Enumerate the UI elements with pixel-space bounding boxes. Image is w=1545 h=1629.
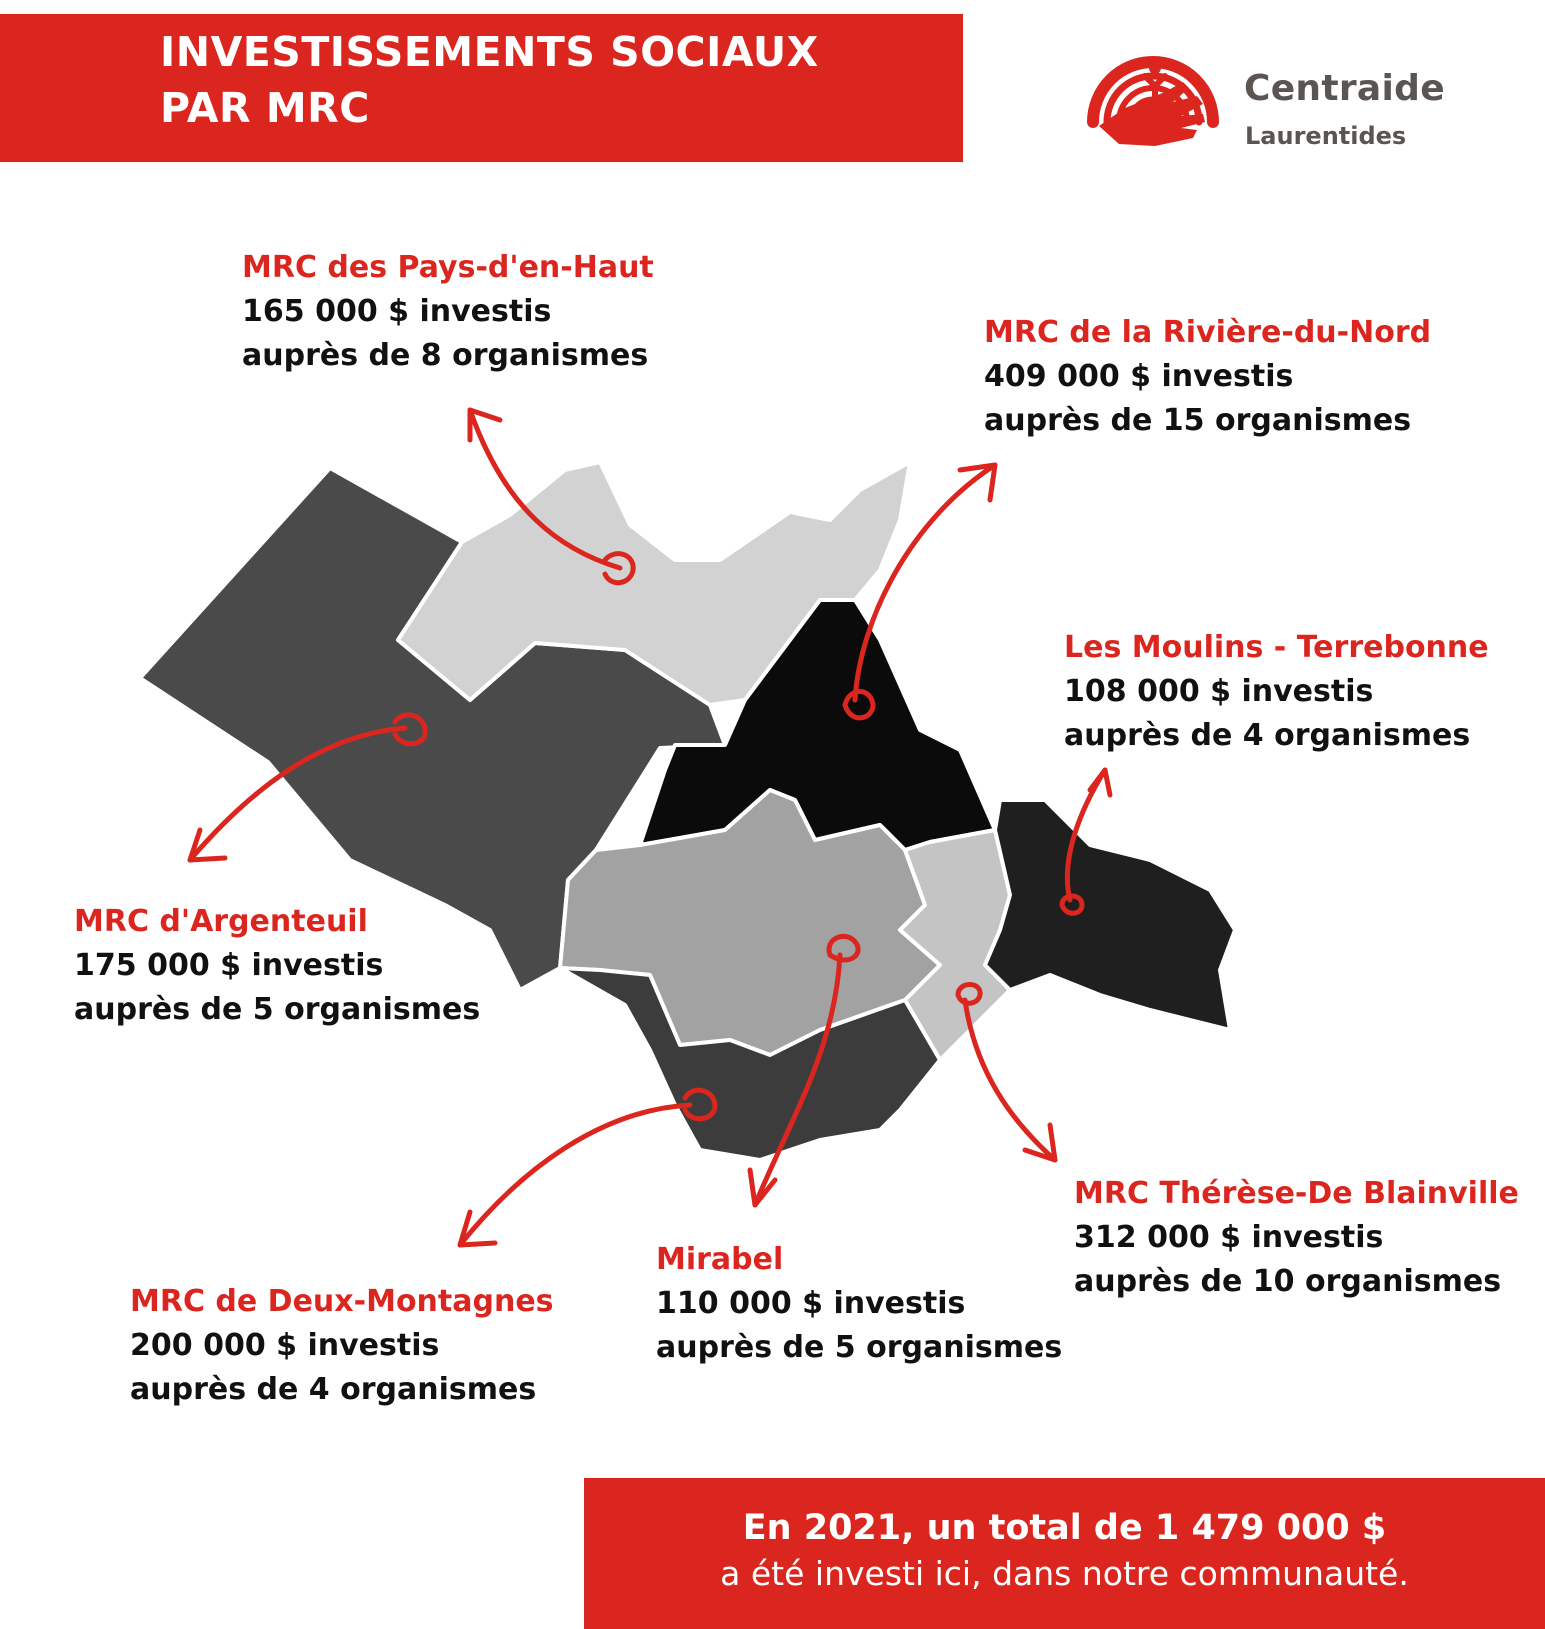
region-orgs: auprès de 4 organismes — [130, 1372, 537, 1407]
region-amount: 175 000 $ investis — [74, 948, 384, 983]
label-therese — [1074, 1172, 1519, 1304]
region-name: MRC de Deux-Montagnes — [130, 1284, 554, 1319]
region-orgs: auprès de 15 organismes — [984, 403, 1412, 438]
region-amount: 165 000 $ investis — [242, 294, 552, 329]
region-orgs: auprès de 5 organismes — [74, 992, 481, 1027]
region-les-moulins — [985, 800, 1235, 1030]
arrow-deux-montagnes — [460, 1090, 715, 1245]
label-riviere-du-nord — [984, 311, 1431, 443]
label-argenteuil — [74, 900, 480, 1032]
region-amount: 200 000 $ investis — [130, 1328, 440, 1363]
label-mirabel — [656, 1238, 1062, 1370]
label-deux-montagnes — [130, 1280, 554, 1412]
region-orgs: auprès de 8 organismes — [242, 338, 649, 373]
region-amount: 409 000 $ investis — [984, 359, 1294, 394]
logo-subtitle: Laurentides — [1245, 122, 1407, 150]
total-headline: En 2021, un total de 1 479 000 $ — [742, 1508, 1387, 1548]
total-subline: a été investi ici, dans notre communauté. — [720, 1554, 1409, 1593]
region-orgs: auprès de 5 organismes — [656, 1330, 1063, 1365]
label-pays-den-haut — [242, 246, 654, 378]
total-banner — [584, 1478, 1545, 1629]
region-name: Les Moulins - Terrebonne — [1064, 630, 1489, 665]
region-orgs: auprès de 10 organismes — [1074, 1264, 1502, 1299]
label-les-moulins — [1064, 626, 1489, 758]
title-line-2: PAR MRC — [160, 84, 370, 132]
region-name: MRC Thérèse-De Blainville — [1074, 1176, 1519, 1211]
region-amount: 110 000 $ investis — [656, 1286, 966, 1321]
region-amount: 108 000 $ investis — [1064, 674, 1374, 709]
logo-name: Centraide — [1244, 68, 1445, 109]
region-name: Mirabel — [656, 1242, 784, 1277]
region-orgs: auprès de 4 organismes — [1064, 718, 1471, 753]
region-amount: 312 000 $ investis — [1074, 1220, 1384, 1255]
title-line-1: INVESTISSEMENTS SOCIAUX — [160, 28, 819, 76]
region-name: MRC de la Rivière-du-Nord — [984, 315, 1432, 350]
region-name: MRC des Pays-d'en-Haut — [242, 250, 654, 285]
region-name: MRC d'Argenteuil — [74, 904, 368, 939]
